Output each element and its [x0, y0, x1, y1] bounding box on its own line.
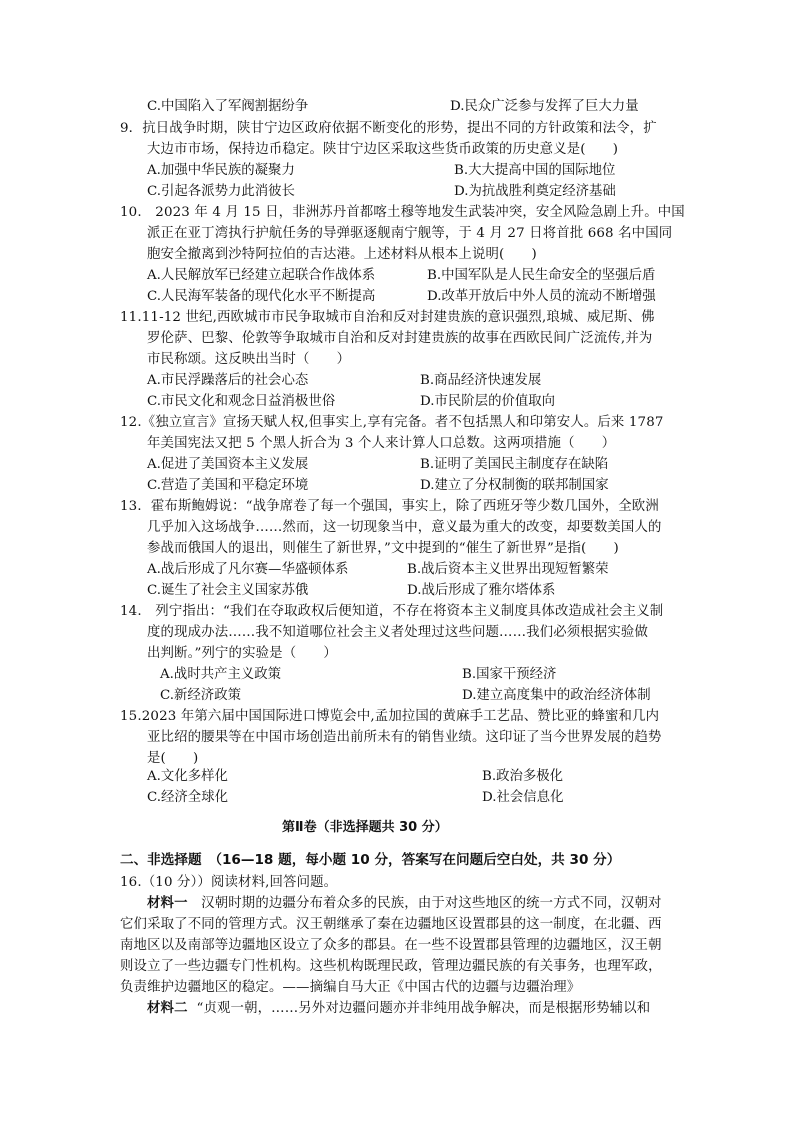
- q8-option-d: D.民众广泛参与发挥了巨大力量: [450, 99, 639, 114]
- q13-option-b: B.战后资本主义世界出现短暂繁荣: [407, 562, 609, 577]
- q11-option-d: D.市民阶层的价值取向: [420, 394, 556, 409]
- q16-material1-text-1: 汉朝时期的边疆分布着众多的民族，由于对这些地区的统一方式不同，汉朝对: [187, 896, 662, 911]
- q16-material1-line-5: 负责维护边疆地区的稳定。——摘编自马大正《中国古代的边疆与边疆治理》: [120, 980, 581, 995]
- section2-heading: 二、非选择题 （16—18 题，每小题 10 分，答案写在问题后空白处，共 30 分）: [120, 852, 621, 868]
- q10-option-d: D.改革开放后中外人员的流动不断增强: [427, 289, 656, 304]
- q10-option-a: A.人民解放军已经建立起联合作战体系: [147, 268, 376, 283]
- q11-option-c: C.市民文化和观念日益消极世俗: [147, 394, 336, 409]
- q12-option-a: A.促进了美国资本主义发展: [147, 457, 309, 472]
- q16-intro: 16.（10 分））阅读材料,回答问题。: [120, 875, 338, 890]
- q14-option-d: D.建立高度集中的政治经济体制: [462, 688, 651, 703]
- q15-stem-line-1: 15.2023 年第六届中国国际进口博览会中,孟加拉国的黄麻手工艺品、赞比亚的蜂蜜和几内: [120, 709, 660, 724]
- q12-stem-line-1: 12.《独立宣言》宣扬天赋人权,但事实上,享有完备。者不包括黑人和印第安人。后来 1787: [120, 415, 664, 430]
- q12-option-d: D.建立了分权制衡的联邦制国家: [420, 478, 609, 493]
- q15-stem-line-2: 亚比绍的腰果等在中国市场创造出前所未有的销售业绩。这印证了当今世界发展的趋势: [147, 730, 662, 745]
- q14-stem-line-3: 出判断。”列宁的实验是（ ）: [147, 646, 337, 661]
- q10-stem-line-1: 10. 2023 年 4 月 15 日，非洲苏丹首都喀土穆等地发生武装冲突，安全风险急剧上升。中国: [120, 205, 685, 220]
- q15-option-a: A.文化多样化: [147, 769, 228, 784]
- q14-option-b: B.国家干预经济: [462, 667, 557, 682]
- q13-option-d: D.战后形成了雅尔塔体系: [407, 583, 556, 598]
- q9-stem-line-1: 9．抗日战争时期，陕甘宁边区政府依据不断变化的形势，提出不同的方针政策和法令，扩: [120, 121, 657, 136]
- q8-option-c: C.中国陷入了军阀割据纷争: [147, 99, 309, 114]
- q14-option-c: C.新经济政策: [160, 688, 241, 703]
- q15-option-d: D.社会信息化: [482, 790, 564, 805]
- q13-stem-line-2: 几乎加入这场战争……然而，这一切现象当中，意义最为重大的改变，却要数美国人的: [147, 520, 662, 535]
- part2-heading: 第Ⅱ卷（非选择题共 30 分）: [282, 820, 448, 835]
- q10-stem-line-2: 派正在亚丁湾执行护航任务的导弹驱逐舰南宁舰等，于 4 月 27 日将首批 668 名中国同: [147, 226, 673, 241]
- q14-stem-line-2: 度的现成办法……我不知道哪位社会主义者处理过这些问题……我们必须根据实验做: [147, 625, 649, 640]
- q16-material1-line-2: 它们采取了不同的管理方式。汉王朝继承了秦在边疆地区设置郡县的这一制度，在北疆、西: [120, 917, 662, 932]
- q11-stem-line-2: 罗伦萨、巴黎、伦敦等争取城市自治和反对封建贵族的故事在西欧民间广泛流传,并为: [147, 331, 653, 346]
- q13-option-a: A.战后形成了凡尔赛—华盛顿体系: [147, 562, 349, 577]
- q10-option-b: B.中国军队是人民生命安全的坚强后盾: [427, 268, 656, 283]
- q16-material2-line-1: [147, 998, 650, 1019]
- q15-option-b: B.政治多极化: [482, 769, 564, 784]
- q14-option-a: A.战时共产主义政策: [160, 667, 282, 682]
- q13-option-c: C.诞生了社会主义国家苏俄: [147, 583, 309, 598]
- q9-stem-line-2: 大边市市场，保持边币稳定。陕甘宁边区采取这些货币政策的历史意义是( ): [147, 142, 619, 157]
- q12-option-b: B.证明了美国民主制度存在缺陷: [420, 457, 609, 472]
- q10-option-c: C.人民海军装备的现代化水平不断提高: [147, 289, 376, 304]
- q14-stem-line-1: 14. 列宁指出：“我们在夺取政权后便知道，不存在将资本主义制度具体改造成社会主义制: [120, 604, 664, 619]
- q16-material1-line-4: 则设立了一些边疆专门性机构。这些机构既理民政，管理边疆民族的有关事务，也理军政，: [120, 959, 662, 974]
- q11-stem-line-1: 11.11-12 世纪,西欧城市市民争取城市自治和反对封建贵族的意识强烈,琅城、威尼斯、佛: [120, 310, 655, 325]
- q16-material1-line-1: [147, 893, 662, 914]
- q9-option-c: C.引起各派势力此消彼长: [147, 184, 295, 199]
- q10-stem-line-3: 胞安全撤离到沙特阿拉伯的吉达港。上述材料从根本上说明( ): [147, 247, 537, 262]
- q16-material1-label: 材料一: [147, 895, 188, 911]
- q13-stem-line-1: 13．霍布斯鲍姆说：“战争席卷了每一个强国，事实上，除了西班牙等少数几国外，全欧洲: [120, 499, 659, 514]
- q9-option-d: D.为抗战胜利奠定经济基础: [454, 184, 616, 199]
- q13-stem-line-3: 参战而俄国人的退出，则催生了新世界，”文中提到的“催生了新世界”是指( ): [147, 541, 619, 556]
- q12-stem-line-2: 年美国宪法又把 5 个黑人折合为 3 个人来计算人口总数。这两项措施（ ）: [147, 436, 616, 451]
- q11-option-b: B.商品经济快速发展: [420, 373, 542, 388]
- q12-option-c: C.营造了美国和平稳定环境: [147, 478, 309, 493]
- q9-option-a: A.加强中华民族的凝聚力: [147, 163, 295, 178]
- q11-stem-line-3: 市民称颂。这反映出当时（ ）: [147, 352, 351, 367]
- q15-option-c: C.经济全球化: [147, 790, 228, 805]
- q16-material1-line-3: 南地区以及南部等边疆地区设立了众多的郡县。在一些不设置郡县管理的边疆地区，汉王朝: [120, 938, 662, 953]
- q9-option-b: B.大大提高中国的国际地位: [454, 163, 616, 178]
- q16-material2-text: “贞观一朝，……另外对边疆问题亦并非纯用战争解决，而是根据形势辅以和: [196, 1001, 651, 1016]
- q16-material2-label: 材料二: [147, 1000, 188, 1016]
- q15-stem-line-3: 是( ): [147, 751, 199, 766]
- q11-option-a: A.市民浮躁落后的社会心态: [147, 373, 309, 388]
